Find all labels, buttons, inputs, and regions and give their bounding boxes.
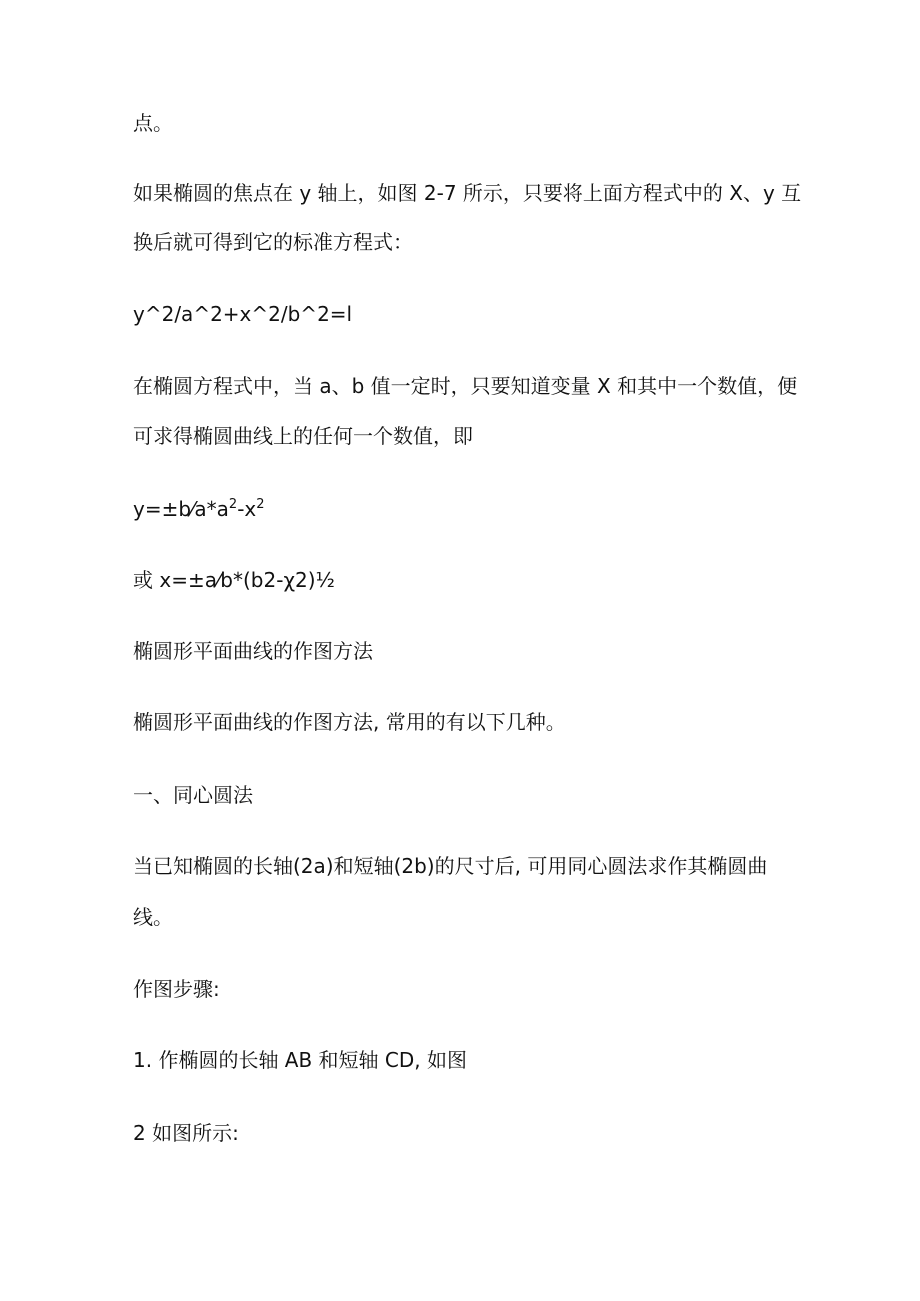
paragraph-line: 当已知椭圆的长轴(2a)和短轴(2b)的尺寸后, 可用同心圆法求作其椭圆曲 — [133, 854, 768, 878]
paragraph-line: 换后就可得到它的标准方程式： — [133, 230, 413, 254]
paragraph-line: 如果椭圆的焦点在 y 轴上，如图 2-7 所示，只要将上面方程式中的 X、y 互 — [133, 181, 802, 205]
formula-text: y=±b⁄a*a — [133, 497, 229, 521]
steps-heading: 作图步骤: — [133, 977, 220, 1001]
paragraph-line: 可求得椭圆曲线上的任何一个数值，即 — [133, 424, 473, 448]
formula-y-line — [133, 497, 265, 521]
paragraph-line: 点。 — [133, 111, 173, 135]
formula-x-line: 或 x=±a⁄b*(b2-χ2)½ — [133, 568, 335, 592]
formula-exponent: 2 — [228, 497, 238, 512]
subsection-heading: 一、同心圆法 — [133, 783, 253, 807]
paragraph-line: 线。 — [133, 905, 173, 929]
paragraph-line: 在椭圆方程式中，当 a、b 值一定时，只要知道变量 X 和其中一个数值，便 — [133, 374, 798, 398]
paragraph-line: 椭圆形平面曲线的作图方法, 常用的有以下几种。 — [133, 710, 566, 734]
formula-line: y^2/a^2+x^2/b^2=l — [133, 302, 353, 326]
step-item: 1. 作椭圆的长轴 AB 和短轴 CD, 如图 — [133, 1048, 467, 1072]
step-item: 2 如图所示: — [133, 1121, 239, 1145]
section-heading: 椭圆形平面曲线的作图方法 — [133, 639, 373, 663]
formula-exponent: 2 — [256, 497, 265, 512]
formula-text: -x — [237, 497, 257, 521]
